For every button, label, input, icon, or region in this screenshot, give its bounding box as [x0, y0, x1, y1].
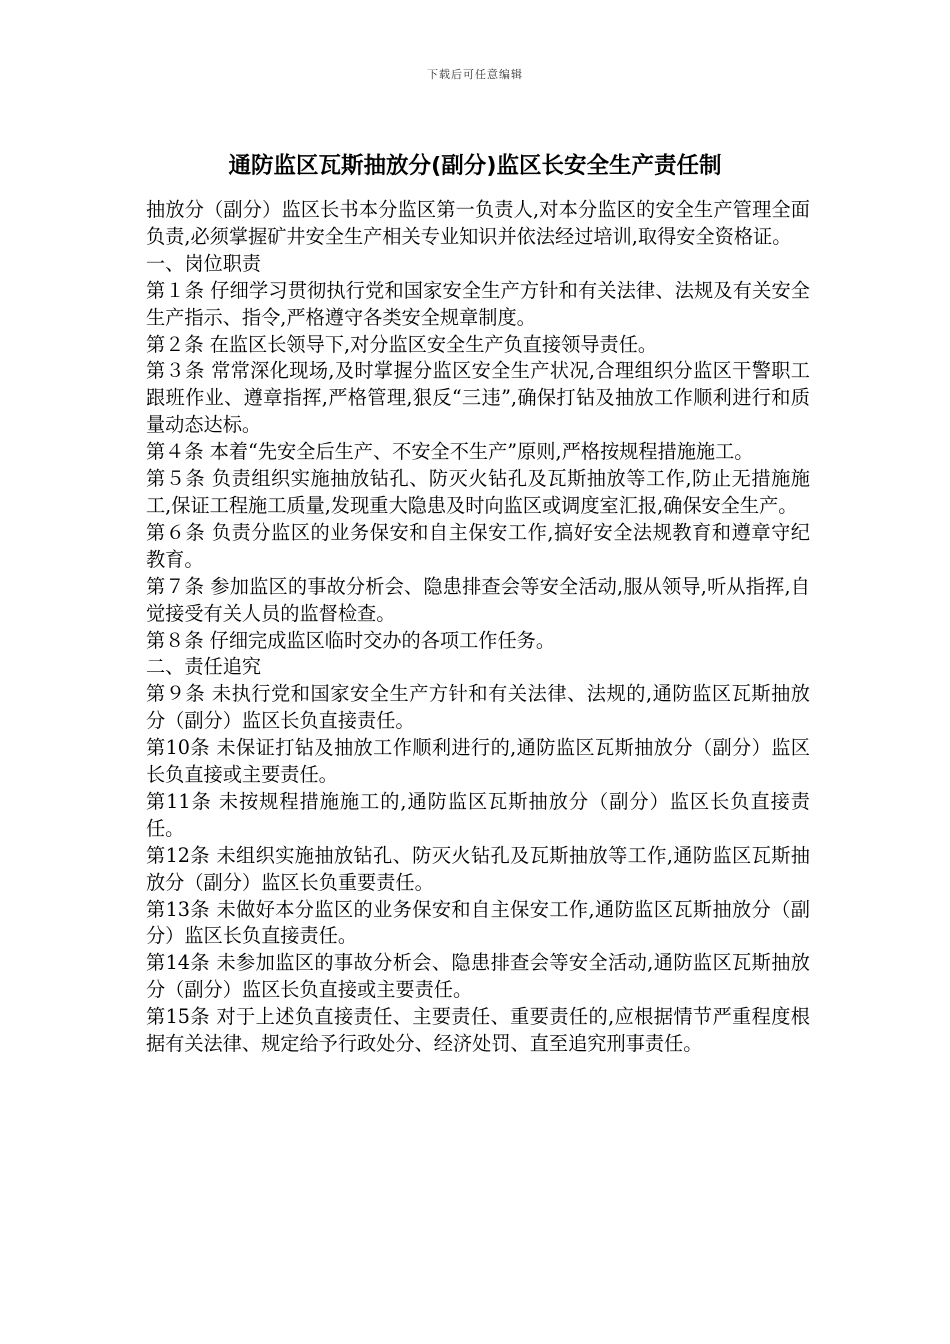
document-body: [146, 197, 810, 1058]
article-10: 第10条 未保证打钻及抽放工作顺利进行的,通防监区瓦斯抽放分（副分）监区长负直接或主要责任。: [146, 736, 810, 787]
article-6: 第６条 负责分监区的业务保安和自主保安工作,搞好安全法规教育和遵章守纪教育。: [146, 520, 810, 571]
intro-paragraph: 抽放分（副分）监区长书本分监区第一负责人,对本分监区的安全生产管理全面负责,必须掌握矿井安全生产相关专业知识并依法经过培训,取得安全资格证。: [146, 198, 810, 248]
article-1: 第１条 仔细学习贯彻执行党和国家安全生产方针和有关法律、法规及有关安全生产指示、指令,严格遵守各类安全规章制度。: [146, 278, 810, 329]
article-13: 第13条 未做好本分监区的业务保安和自主保安工作,通防监区瓦斯抽放分（副分）监区长负直接责任。: [146, 897, 810, 948]
header-note: 下载后可任意编辑: [427, 68, 523, 81]
article-4: 第４条 本着“先安全后生产、不安全不生产”原则,严格按规程措施施工。: [146, 440, 754, 464]
article-8: 第８条 仔细完成监区临时交办的各项工作任务。: [146, 628, 556, 652]
article-2: 第２条 在监区长领导下,对分监区安全生产负直接领导责任。: [146, 332, 658, 356]
section-heading-duties: 一、岗位职责: [146, 251, 262, 275]
article-7: 第７条 参加监区的事故分析会、隐患排查会等安全活动,服从领导,听从指挥,自觉接受有关人员的监督检查。: [146, 574, 810, 625]
article-11: 第11条 未按规程措施施工的,通防监区瓦斯抽放分（副分）监区长负直接责任。: [146, 789, 810, 840]
article-9: 第９条 未执行党和国家安全生产方针和有关法律、法规的,通防监区瓦斯抽放分（副分）监区长负直接责任。: [146, 682, 810, 733]
section-heading-accountability: 二、责任追究: [146, 655, 262, 679]
document-title: 通防监区瓦斯抽放分(副分)监区长安全生产责任制: [228, 153, 722, 179]
article-14: 第14条 未参加监区的事故分析会、隐患排查会等安全活动,通防监区瓦斯抽放分（副分）监区长负直接或主要责任。: [146, 951, 810, 1002]
article-15: 第15条 对于上述负直接责任、主要责任、重要责任的,应根据情节严重程度根据有关法律、规定给予行政处分、经济处罚、直至追究刑事责任。: [146, 1005, 810, 1056]
article-3: 第３条 常常深化现场,及时掌握分监区安全生产状况,合理组织分监区干警职工跟班作业、遵章指挥,严格管理,狠反“三违”,确保打钻及抽放工作顺利进行和质量动态达标。: [146, 359, 810, 437]
article-5: 第５条 负责组织实施抽放钻孔、防灭火钻孔及瓦斯抽放等工作,防止无措施施工,保证工程施工质量,发现重大隐患及时向监区或调度室汇报,确保安全生产。: [146, 467, 810, 517]
article-12: 第12条 未组织实施抽放钻孔、防灭火钻孔及瓦斯抽放等工作,通防监区瓦斯抽放分（副分）监区长负重要责任。: [146, 843, 810, 894]
